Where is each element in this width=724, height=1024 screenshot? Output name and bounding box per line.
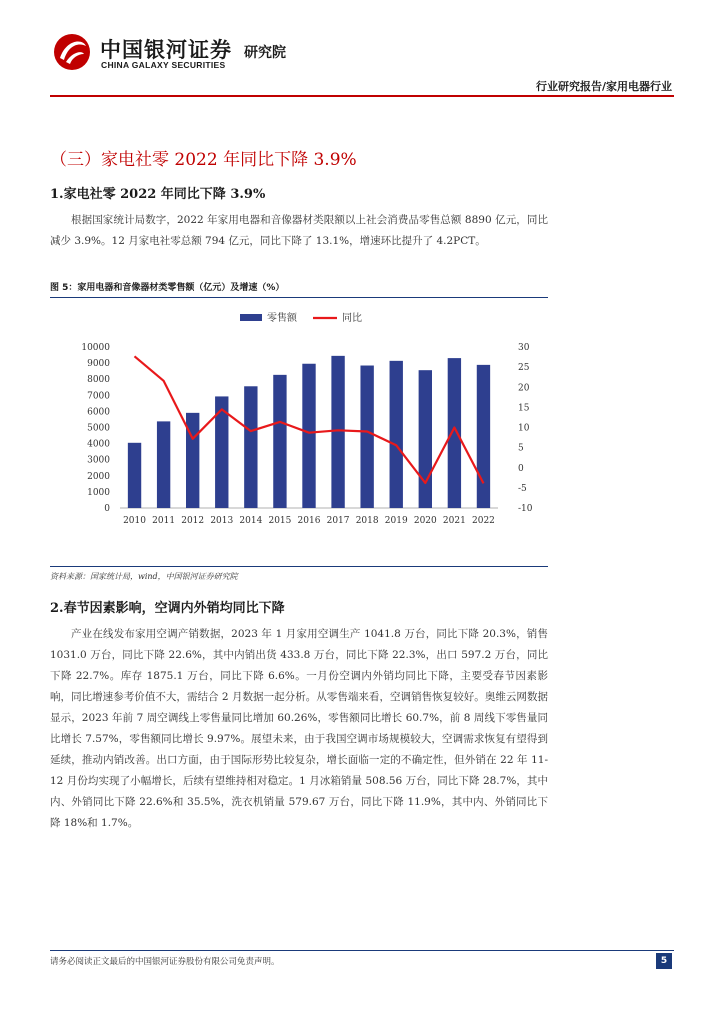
section-title: （三）家电社零 2022 年同比下降 3.9%	[50, 150, 357, 170]
bar-retail-sales	[448, 358, 461, 508]
legend-label-retail-sales: 零售额	[267, 313, 297, 324]
x-axis-tick-label: 2015	[268, 516, 292, 526]
figure-top-rule	[50, 297, 548, 298]
bar-retail-sales	[390, 361, 403, 508]
right-axis-tick-label: 20	[518, 383, 530, 394]
paragraph-2-text: 产业在线发布家用空调产销数据，2023 年 1 月家用空调生产 1041.8 万台，同比下降 20.3%，销售 1031.0 万台，同比下降 22.6%，其中内销出货 433.8 万台，同比下降 22.3%，出口 597.2 万台，同比下降 22.7%。库存 1875.1 万台，同比下降 6.6%。一月份空调内外销均同比下降，主要受春节因素影响，同比增速参考价值不大，需结合 2 月数据一起分析。从零售端来看，空调销售恢复较好。奥维云网数据显示，2023 年前 7 周空调线上零售量同比增加 60.26%，零售额同比增长 60.7%，前 8 周线下零售量同比增长 7.57%，零售额同比增长 9.97%。展望未来，由于我国空调市场规模较大，空调需求恢复有望得到延续，推动内销改善。出口方面，由于国际形势比较复杂，增长面临一定的不确定性，但外销在 22 年 11-12 月份均实现了小幅增长，后续有望维持相对稳定。1 月冰箱销量 508.56 万台，同比下降 28.7%，其中内、外销同比下降 22.6%和 35.5%，洗衣机销量 579.67 万台，同比下降 11.9%，其中内、外销同比下降 18%和 1.7%。	[50, 628, 548, 829]
footer-divider	[50, 950, 674, 951]
legend-label-growth-rate: 同比	[342, 313, 362, 324]
bar-retail-sales	[477, 365, 490, 508]
bar-retail-sales	[302, 364, 315, 508]
left-axis-tick-label: 1000	[87, 487, 110, 498]
subsection-title-1: 1.家电社零 2022 年同比下降 3.9%	[50, 187, 266, 202]
right-axis-tick-label: 30	[518, 343, 530, 353]
left-axis-tick-label: 5000	[87, 423, 110, 434]
bar-retail-sales	[273, 375, 286, 508]
x-axis-tick-label: 2018	[355, 516, 379, 526]
bar-retail-sales	[128, 443, 141, 508]
left-axis-tick-label: 6000	[87, 407, 110, 418]
institute-label: 研究院	[244, 45, 286, 61]
disclaimer-note: 请务必阅读正文最后的中国银河证券股份有限公司免责声明。	[50, 957, 280, 967]
right-axis-tick-label: 10	[518, 423, 530, 434]
paragraph-1-text: 根据国家统计局数字，2022 年家用电器和音像器材类限额以上社会消费品零售总额 8890 亿元，同比减少 3.9%。12 月家电社零总额 794 亿元，同比下降了 13.1%，增速环比提升了 4.2PCT。	[50, 214, 548, 247]
x-axis-tick-label: 2019	[384, 516, 408, 526]
left-axis-tick-label: 0	[104, 504, 110, 514]
x-axis-tick-label: 2011	[152, 516, 176, 526]
right-axis-tick-label: -5	[518, 483, 527, 494]
retail-sales-chart	[50, 300, 548, 564]
bar-retail-sales	[244, 386, 257, 508]
x-axis-tick-label: 2021	[442, 516, 466, 526]
right-axis-tick-label: 0	[518, 463, 524, 474]
bar-retail-sales	[157, 421, 170, 508]
paragraph-1	[50, 210, 548, 252]
company-logo	[52, 32, 92, 72]
right-axis-tick-label: 15	[518, 403, 530, 414]
brand-name-cn: 中国银河证券	[100, 38, 232, 62]
x-axis-tick-label: 2022	[472, 516, 495, 526]
left-axis-tick-label: 3000	[87, 455, 110, 466]
left-axis-tick-label: 4000	[87, 439, 110, 450]
x-axis-tick-label: 2020	[413, 516, 437, 526]
right-axis-tick-label: -10	[518, 504, 533, 514]
right-axis-tick-label: 5	[518, 443, 524, 454]
x-axis-tick-label: 2017	[326, 516, 350, 526]
x-axis-tick-label: 2014	[239, 516, 263, 526]
page-number: 5	[656, 953, 672, 969]
legend-swatch-retail-sales	[240, 314, 262, 321]
brand-name-en: CHINA GALAXY SECURITIES	[101, 60, 226, 70]
bar-retail-sales	[419, 370, 432, 508]
header-divider	[50, 95, 674, 97]
left-axis-tick-label: 8000	[87, 375, 110, 386]
x-axis-tick-label: 2010	[123, 516, 146, 526]
left-axis-tick-label: 9000	[87, 359, 110, 370]
report-category: 行业研究报告/家用电器行业	[535, 80, 672, 93]
figure-title: 图 5：家用电器和音像器材类零售额（亿元）及增速（%）	[50, 283, 285, 293]
bar-retail-sales	[331, 356, 344, 508]
left-axis-tick-label: 2000	[87, 471, 110, 482]
right-axis-tick-label: 25	[518, 363, 530, 374]
x-axis-tick-label: 2012	[181, 516, 205, 526]
paragraph-2	[50, 624, 548, 834]
figure-source: 资料来源：国家统计局，wind，中国银河证券研究院	[50, 572, 238, 581]
bar-retail-sales	[360, 366, 373, 508]
left-axis-tick-label: 7000	[87, 391, 110, 402]
left-axis-tick-label: 10000	[81, 343, 110, 353]
x-axis-tick-label: 2013	[210, 516, 234, 526]
figure-bottom-rule	[50, 566, 548, 567]
x-axis-tick-label: 2016	[297, 516, 321, 526]
subsection-title-2: 2.春节因素影响，空调内外销均同比下降	[50, 601, 285, 616]
